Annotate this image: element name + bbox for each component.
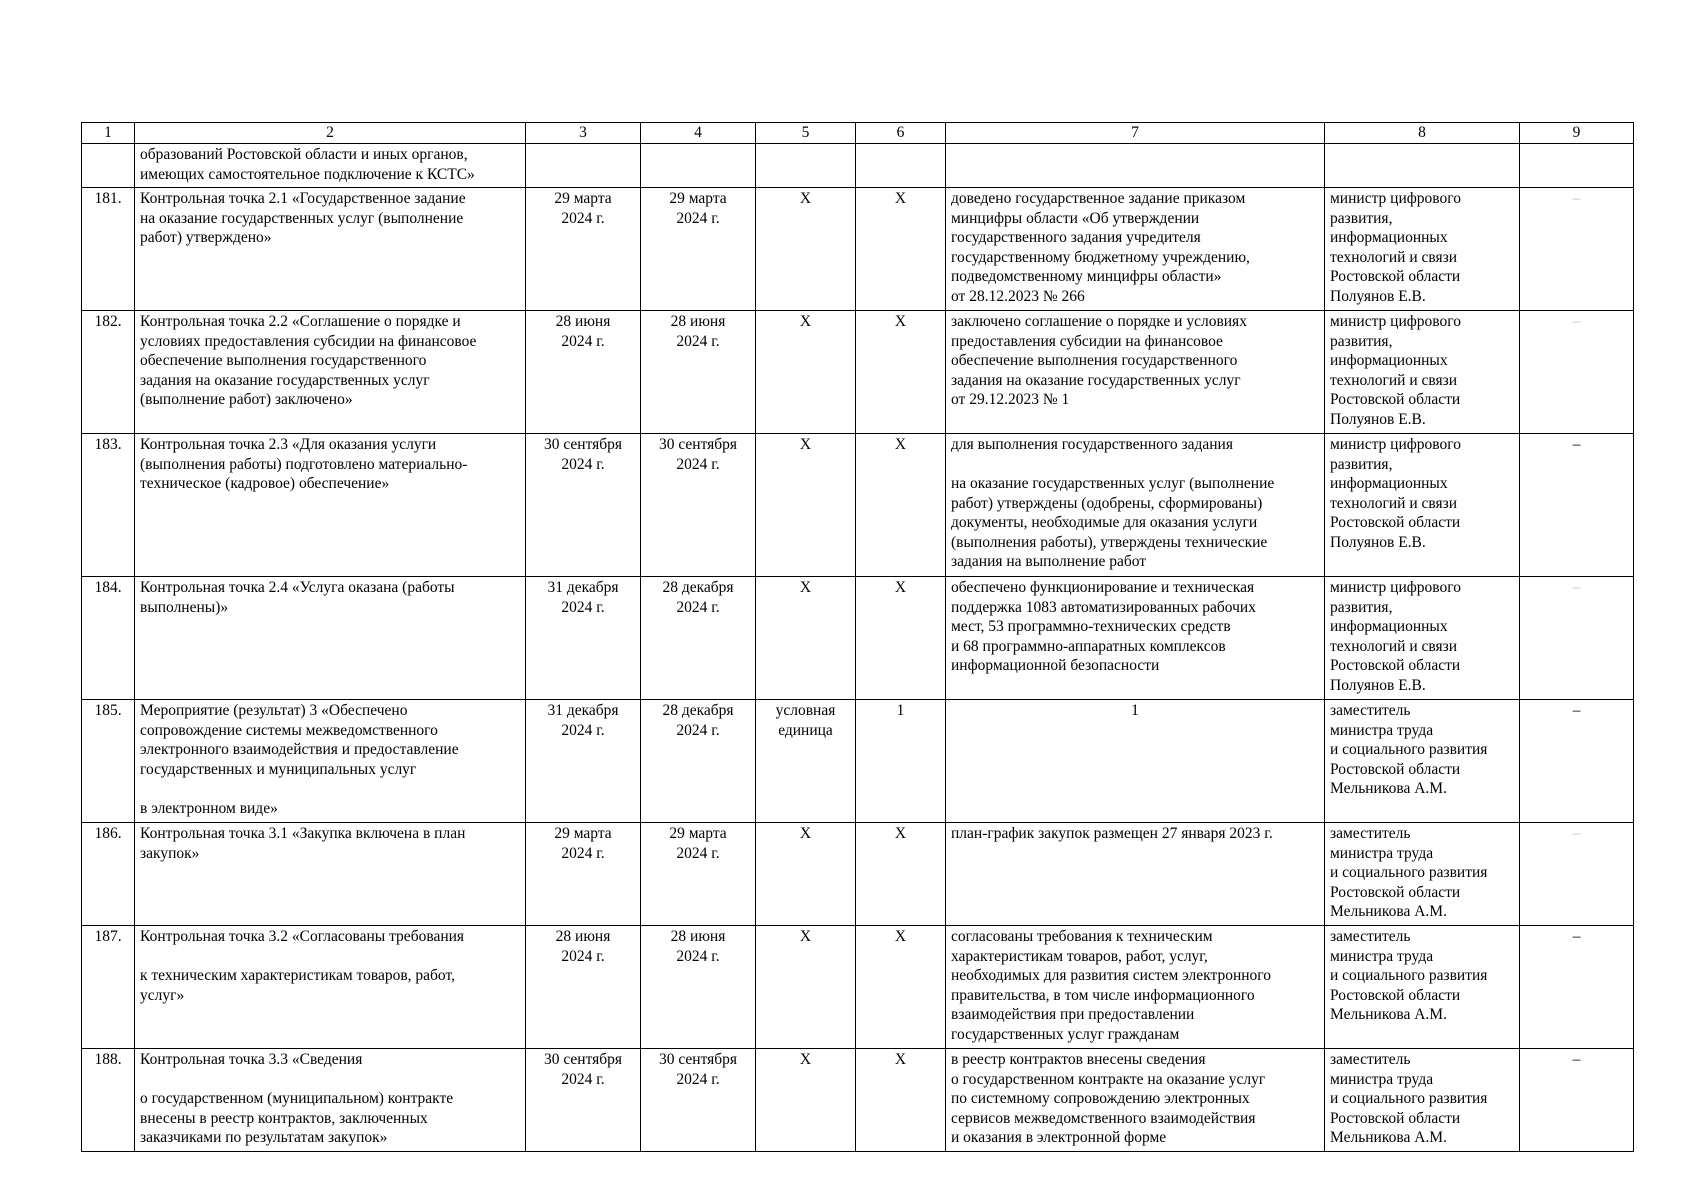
result-cell: 1 [946, 700, 1325, 823]
value-cell: Х [856, 1049, 946, 1152]
value-cell: Х [856, 311, 946, 434]
value-cell: Х [856, 577, 946, 700]
result-cell: план-график закупок размещен 27 января 2023 г. [946, 823, 1325, 926]
table-body [82, 123, 1634, 1152]
table-row [82, 700, 1634, 823]
unit-cell: Х [756, 434, 856, 577]
name-cell: Контрольная точка 2.4 «Услуга оказана (работы выполнены)» [135, 577, 526, 700]
column-number-1: 1 [82, 123, 135, 144]
responsible-cell: министр цифрового развития, информационных технологий и связи Ростовской области Полуянов Е.В. [1325, 188, 1520, 311]
fact-date-cell: 30 сентября 2024 г. [641, 1049, 756, 1152]
table-row [82, 434, 1634, 577]
unit-cell: Х [756, 311, 856, 434]
note-cell [1520, 144, 1634, 188]
value-cell [856, 144, 946, 188]
value-cell: Х [856, 823, 946, 926]
column-number-7: 7 [946, 123, 1325, 144]
note-cell [1520, 188, 1634, 311]
column-number-6: 6 [856, 123, 946, 144]
result-cell: обеспечено функционирование и техническая поддержка 1083 автоматизированных рабочих мест, 53 программно-технических средств и 68 программно-аппаратных комплексов информационной безопасности [946, 577, 1325, 700]
plan-date-cell: 30 сентября 2024 г. [526, 434, 641, 577]
note-dash: – [1572, 928, 1581, 945]
result-cell: заключено соглашение о порядке и условиях предоставления субсидии на финансовое обеспечение выполнения государственного задания на оказание государственных услуг от 29.12.2023 № 1 [946, 311, 1325, 434]
row-number-cell: 185. [82, 700, 135, 823]
table-row [82, 823, 1634, 926]
plan-date-cell: 29 марта 2024 г. [526, 188, 641, 311]
fact-date-cell: 28 декабря 2024 г. [641, 577, 756, 700]
result-cell: согласованы требования к техническим характеристикам товаров, работ, услуг, необходимых для развития систем электронного правительства, в том числе информационного взаимодействия при предоставлении государственных услуг гражданам [946, 926, 1325, 1049]
result-cell: доведено государственное задание приказом минцифры области «Об утверждении государственного задания учредителя государственному бюджетному учреждению, подведомственному минцифры области» от 28.12.2023 № 266 [946, 188, 1325, 311]
table-row [82, 926, 1634, 1049]
fact-date-cell: 29 марта 2024 г. [641, 823, 756, 926]
unit-cell [756, 144, 856, 188]
plan-date-cell: 28 июня 2024 г. [526, 311, 641, 434]
column-number-4: 4 [641, 123, 756, 144]
column-number-2: 2 [135, 123, 526, 144]
table-row [82, 188, 1634, 311]
table-row [82, 311, 1634, 434]
plan-date-cell: 29 марта 2024 г. [526, 823, 641, 926]
responsible-cell: министр цифрового развития, информационных технологий и связи Ростовской области Полуянов Е.В. [1325, 311, 1520, 434]
unit-cell: Х [756, 188, 856, 311]
continuation-row [82, 144, 1634, 188]
plan-date-cell: 28 июня 2024 г. [526, 926, 641, 1049]
note-dash: – [1572, 825, 1581, 842]
name-cell: образований Ростовской области и иных органов, имеющих самостоятельное подключение к КСТС» [135, 144, 526, 188]
row-number-cell: 187. [82, 926, 135, 1049]
plan-date-cell [526, 144, 641, 188]
note-dash: – [1572, 436, 1581, 453]
unit-cell: Х [756, 1049, 856, 1152]
plan-date-cell: 30 сентября 2024 г. [526, 1049, 641, 1152]
responsible-cell: заместитель министра труда и социального развития Ростовской области Мельникова А.М. [1325, 823, 1520, 926]
name-cell: Контрольная точка 2.1 «Государственное задание на оказание государственных услуг (выполнение работ) утверждено» [135, 188, 526, 311]
fact-date-cell: 28 июня 2024 г. [641, 926, 756, 1049]
column-number-3: 3 [526, 123, 641, 144]
responsible-cell [1325, 144, 1520, 188]
result-cell: в реестр контрактов внесены сведения о государственном контракте на оказание услуг по системному сопровождению электронных сервисов межведомственного взаимодействия и оказания в электронной форме [946, 1049, 1325, 1152]
name-cell: Контрольная точка 2.2 «Соглашение о порядке и условиях предоставления субсидии на финансовое обеспечение выполнения государственного задания на оказание государственных услуг (выполнение работ) заключено» [135, 311, 526, 434]
column-numbers-row [82, 123, 1634, 144]
fact-date-cell: 28 декабря 2024 г. [641, 700, 756, 823]
unit-cell: Х [756, 577, 856, 700]
column-number-8: 8 [1325, 123, 1520, 144]
row-number-cell: 188. [82, 1049, 135, 1152]
report-table [81, 122, 1634, 1152]
table-row [82, 1049, 1634, 1152]
fact-date-cell: 28 июня 2024 г. [641, 311, 756, 434]
note-cell [1520, 1049, 1634, 1152]
row-number-cell: 184. [82, 577, 135, 700]
row-number-cell [82, 144, 135, 188]
name-cell: Контрольная точка 3.2 «Согласованы требования к техническим характеристикам товаров, работ, услуг» [135, 926, 526, 1049]
note-cell [1520, 926, 1634, 1049]
name-cell: Мероприятие (результат) 3 «Обеспечено сопровождение системы межведомственного электронного взаимодействия и предоставление государственных и муниципальных услуг в электронном виде» [135, 700, 526, 823]
column-number-5: 5 [756, 123, 856, 144]
result-cell [946, 144, 1325, 188]
row-number-cell: 182. [82, 311, 135, 434]
responsible-cell: заместитель министра труда и социального развития Ростовской области Мельникова А.М. [1325, 926, 1520, 1049]
table-row [82, 577, 1634, 700]
value-cell: Х [856, 188, 946, 311]
note-dash: – [1572, 190, 1581, 207]
responsible-cell: заместитель министра труда и социального развития Ростовской области Мельникова А.М. [1325, 700, 1520, 823]
note-dash: – [1572, 1051, 1581, 1068]
name-cell: Контрольная точка 2.3 «Для оказания услуги (выполнения работы) подготовлено материально- техническое (кадровое) обеспечение» [135, 434, 526, 577]
note-cell [1520, 577, 1634, 700]
result-cell: для выполнения государственного задания на оказание государственных услуг (выполнение работ) утверждены (одобрены, сформированы) документы, необходимые для оказания услуги (выполнения работы), утверждены технические задания на выполнение работ [946, 434, 1325, 577]
note-dash: – [1572, 579, 1581, 596]
note-cell [1520, 434, 1634, 577]
column-number-9: 9 [1520, 123, 1634, 144]
unit-cell: Х [756, 926, 856, 1049]
fact-date-cell [641, 144, 756, 188]
responsible-cell: министр цифрового развития, информационных технологий и связи Ростовской области Полуянов Е.В. [1325, 577, 1520, 700]
responsible-cell: заместитель министра труда и социального развития Ростовской области Мельникова А.М. [1325, 1049, 1520, 1152]
row-number-cell: 186. [82, 823, 135, 926]
note-dash: – [1572, 702, 1581, 719]
note-cell [1520, 311, 1634, 434]
plan-date-cell: 31 декабря 2024 г. [526, 700, 641, 823]
name-cell: Контрольная точка 3.3 «Сведения о государственном (муниципальном) контракте внесены в реестр контрактов, заключенных заказчиками по результатам закупок» [135, 1049, 526, 1152]
row-number-cell: 181. [82, 188, 135, 311]
responsible-cell: министр цифрового развития, информационных технологий и связи Ростовской области Полуянов Е.В. [1325, 434, 1520, 577]
value-cell: 1 [856, 700, 946, 823]
unit-cell: Х [756, 823, 856, 926]
plan-date-cell: 31 декабря 2024 г. [526, 577, 641, 700]
fact-date-cell: 30 сентября 2024 г. [641, 434, 756, 577]
note-cell [1520, 823, 1634, 926]
fact-date-cell: 29 марта 2024 г. [641, 188, 756, 311]
note-cell [1520, 700, 1634, 823]
name-cell: Контрольная точка 3.1 «Закупка включена в план закупок» [135, 823, 526, 926]
value-cell: Х [856, 434, 946, 577]
unit-cell: условная единица [756, 700, 856, 823]
row-number-cell: 183. [82, 434, 135, 577]
note-dash: – [1572, 313, 1581, 330]
value-cell: Х [856, 926, 946, 1049]
